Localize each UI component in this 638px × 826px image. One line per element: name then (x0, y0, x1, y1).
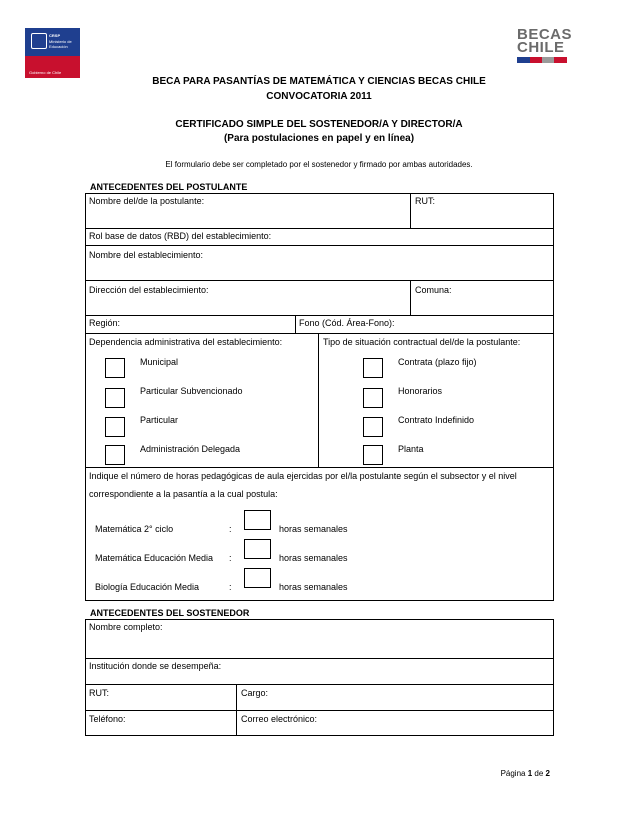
situacion-label: Tipo de situación contractual del/de la postulante: (323, 337, 521, 347)
option-contrata: Contrata (plazo fijo) (398, 357, 477, 367)
page-total: 2 (545, 769, 550, 778)
document-title-line1: BECA PARA PASANTÍAS DE MATEMÁTICA Y CIENCIAS BECAS CHILE (152, 76, 486, 87)
logo-color-bars (517, 57, 567, 63)
option-municipal: Municipal (140, 357, 179, 367)
horas-unit-3: horas semanales (279, 582, 348, 592)
horas-colon-1: : (229, 524, 232, 534)
option-particular-subvencionado: Particular Subvencionado (140, 386, 243, 396)
document-subtitle-line2: (Para postulaciones en papel y en línea) (223, 133, 415, 144)
horas-unit-2: horas semanales (279, 553, 348, 563)
institucion-label: Institución donde se desempeña: (89, 661, 222, 671)
checkbox-contrato-indefinido[interactable] (363, 417, 383, 437)
logo-bar-4 (554, 57, 567, 63)
row-divider (85, 333, 554, 334)
horas-instruction-line2: correspondiente a la pasantía a la cual postula: (89, 489, 278, 499)
page-word: Página (500, 769, 526, 778)
horas-subject-1: Matemática 2° ciclo (95, 524, 174, 534)
row-divider (85, 684, 554, 685)
telefono-label: Teléfono: (89, 714, 126, 724)
horas-subject-2: Matemática Educación Media (95, 553, 214, 563)
checkbox-honorarios[interactable] (363, 388, 383, 408)
checkbox-particular[interactable] (105, 417, 125, 437)
document-subtitle-line1: CERTIFICADO SIMPLE DEL SOSTENEDOR/A Y DIRECTOR/A (175, 119, 463, 130)
logo-bar-3 (542, 57, 554, 63)
row-divider (85, 315, 554, 316)
page-of-word: de (534, 769, 544, 778)
region-label: Región: (89, 318, 121, 328)
checkbox-administracion-delegada[interactable] (105, 445, 125, 465)
cargo-label: Cargo: (241, 688, 269, 698)
comuna-label: Comuna: (415, 285, 452, 295)
row-divider (85, 658, 554, 659)
nombre-establecimiento-label: Nombre del establecimiento: (89, 250, 204, 260)
fono-label: Fono (Cód. Área-Fono): (299, 318, 395, 328)
option-planta: Planta (398, 444, 424, 454)
horas-input-1[interactable] (244, 510, 271, 530)
row-divider (85, 280, 554, 281)
logo-word-becas: BECAS (517, 26, 573, 43)
checkbox-particular-subvencionado[interactable] (105, 388, 125, 408)
column-divider (410, 193, 411, 228)
rut-postulante-label: RUT: (415, 196, 435, 206)
logo-bar-2 (530, 57, 542, 63)
logo-word-chile: CHILE (517, 39, 565, 56)
logo-text-3: Educación (49, 44, 68, 49)
section-title-sostenedor: ANTECEDENTES DEL SOSTENEDOR (90, 608, 250, 618)
page-number (501, 769, 550, 778)
direccion-label: Dirección del establecimiento: (89, 285, 209, 295)
horas-colon-2: : (229, 553, 232, 563)
form-instruction: El formulario debe ser completado por el sostenedor y firmado por ambas autoridades. (165, 160, 473, 169)
document-title-line2: CONVOCATORIA 2011 (266, 91, 372, 102)
rut-sostenedor-label: RUT: (89, 688, 109, 698)
section-title-postulante: ANTECEDENTES DEL POSTULANTE (90, 182, 248, 192)
gobierno-de-chile-logo (25, 28, 80, 78)
horas-input-2[interactable] (244, 539, 271, 559)
checkbox-planta[interactable] (363, 445, 383, 465)
becas-chile-logo (517, 26, 573, 63)
logo-text-1: CRSP (49, 33, 61, 38)
horas-input-3[interactable] (244, 568, 271, 588)
row-divider (85, 245, 554, 246)
column-divider (236, 684, 237, 736)
sostenedor-table (85, 619, 554, 736)
horas-unit-1: horas semanales (279, 524, 348, 534)
horas-instruction-line1: Indique el número de horas pedagógicas de aula ejercidas por el/la postulante según el subsector y el nivel (89, 471, 517, 481)
option-honorarios: Honorarios (398, 386, 443, 396)
row-divider (85, 710, 554, 711)
row-divider (85, 467, 554, 468)
checkbox-contrata[interactable] (363, 358, 383, 378)
coat-of-arms-icon (31, 33, 47, 49)
column-divider (318, 333, 319, 467)
horas-colon-3: : (229, 582, 232, 592)
dependencia-label: Dependencia administrativa del establecimiento: (89, 337, 283, 347)
nombre-completo-label: Nombre completo: (89, 622, 163, 632)
logo-text-2: Ministerio de (49, 39, 72, 44)
logo-bar-1 (517, 57, 530, 63)
checkbox-municipal[interactable] (105, 358, 125, 378)
option-contrato-indefinido: Contrato Indefinido (398, 415, 475, 425)
option-particular: Particular (140, 415, 179, 425)
nombre-postulante-label: Nombre del/de la postulante: (89, 196, 205, 206)
logo-text-4: Gobierno de Chile (29, 70, 62, 75)
column-divider (295, 315, 296, 333)
column-divider (410, 280, 411, 315)
page-current: 1 (527, 769, 533, 778)
rbd-label: Rol base de datos (RBD) del establecimiento: (89, 231, 272, 241)
row-divider (85, 228, 554, 229)
correo-label: Correo electrónico: (241, 714, 318, 724)
option-administracion-delegada: Administración Delegada (140, 444, 241, 454)
horas-subject-3: Biología Educación Media (95, 582, 200, 592)
